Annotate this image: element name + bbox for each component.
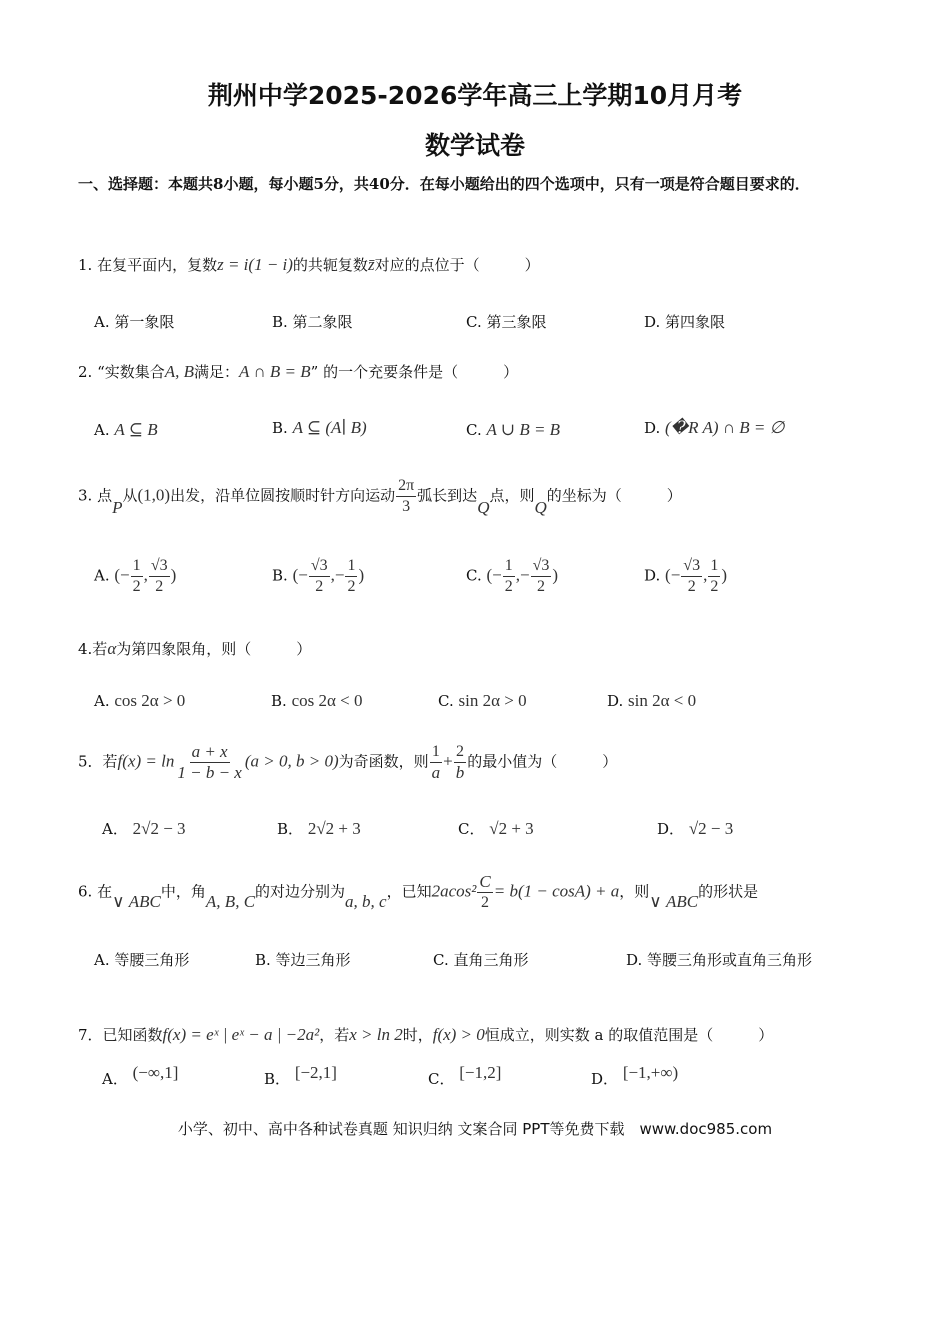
q3-text-from: 从	[122, 486, 138, 505]
q4-expr-b: cos 2α < 0	[291, 691, 363, 710]
q6-eq-left: 2acos²	[431, 881, 477, 901]
q3-option-c	[466, 556, 558, 597]
q2-label-b: B.	[272, 419, 288, 437]
q7-expr-c: [−1,2]	[459, 1063, 502, 1082]
q3-b-d2: 2	[347, 578, 356, 595]
q3-c-d2: 2	[536, 578, 545, 595]
q2-label-a: A.	[94, 421, 110, 439]
q6-eq-right: = b(1 − cosA) + a	[493, 881, 620, 901]
q7-option-c	[428, 1063, 502, 1089]
q4-expr-d: sin 2α < 0	[628, 691, 697, 710]
q6-text-mid1: 中，角	[160, 882, 206, 901]
q3-arc-den: 3	[402, 498, 411, 515]
q5-frac1	[430, 742, 443, 783]
q3-a-frac1	[131, 556, 143, 597]
q3-d-n2: 1	[708, 556, 720, 577]
q5-text-post: 的最小值为（ ）	[467, 752, 618, 771]
q5-expr-d: √2 − 3	[688, 819, 734, 838]
q3-c-d1: 2	[504, 578, 513, 595]
q4-label-b: B.	[271, 692, 287, 710]
q7-expr-b: [−2,1]	[294, 1063, 337, 1082]
section-heading: 一、选择题：本题共8小题，每小题5分，共40分．在每小题给出的四个选项中，只有一项是符合题目要求的．	[78, 175, 810, 193]
q3-text-post: 的坐标为（ ）	[546, 486, 682, 505]
question-7	[78, 1024, 773, 1045]
q5-expr-c: √2 + 3	[489, 819, 534, 838]
q3-start-point: (1,0)	[137, 485, 171, 505]
q5-condition: (a > 0, b > 0)	[244, 751, 339, 771]
q3-label-d: D.	[644, 566, 661, 585]
q6-text-post: 的形状是	[698, 882, 759, 901]
q2-expr-c: A ∪ B = B	[486, 420, 561, 439]
q6-angles: A, B, C	[205, 891, 256, 911]
q3-c-frac2	[531, 556, 552, 597]
q3-d-d1: 2	[687, 578, 696, 595]
q3-text-mid2: 弧长到达	[417, 486, 478, 505]
q4-label-a: A.	[94, 692, 110, 710]
q3-b-close: )	[358, 565, 365, 585]
q7-text-pre: 7．已知函数	[78, 1026, 163, 1044]
q3-point-p: P	[112, 497, 123, 517]
q3-d-open: (−	[665, 565, 681, 585]
q3-a-d1: 2	[132, 578, 141, 595]
q5-plus: +	[443, 751, 453, 771]
q3-a-open: (−	[114, 565, 130, 585]
q3-label-c: C.	[466, 566, 482, 585]
q3-arc-fraction	[396, 476, 416, 517]
q3-c-n1: 1	[503, 556, 515, 577]
q7-expr-d: [−1,+∞)	[622, 1063, 679, 1082]
q3-text-mid3: 点，则	[489, 486, 535, 505]
q5-function: f(x) = ln	[117, 751, 175, 771]
q3-c-open: (−	[486, 565, 502, 585]
q3-arc-num: 2π	[396, 476, 416, 497]
q3-c-frac1	[503, 556, 515, 597]
q3-a-sep: ,	[143, 565, 148, 585]
q5-expr-a: 2√2 − 3	[132, 819, 186, 838]
q6-text-mid2: 的对边分别为	[255, 882, 346, 901]
q6-c-num: C	[479, 872, 491, 891]
q5-option-a	[102, 818, 186, 839]
q2-option-d	[644, 418, 784, 438]
q5-frac2	[454, 742, 467, 783]
q7-label-c: C．	[428, 1070, 455, 1088]
q3-point-q2: Q	[534, 497, 547, 517]
q3-c-n2: √3	[531, 556, 552, 577]
q2-text-post: ” 的一个充要条件是（ ）	[310, 363, 519, 381]
q4-option-a	[94, 691, 185, 711]
q3-b-sep: ,−	[330, 565, 345, 585]
q2-condition: A ∩ B = B	[239, 362, 311, 381]
q6-triangle: ∨ ABC	[112, 891, 161, 911]
question-4	[78, 638, 311, 659]
q7-text-mid: ，若	[319, 1026, 350, 1044]
q6-option-d: D. 等腰三角形或直角三角形	[626, 951, 813, 969]
q3-d-frac1	[681, 556, 702, 597]
q5-label-c: C．	[458, 820, 485, 838]
question-5	[78, 742, 617, 783]
q7-label-a: A．	[102, 1070, 128, 1088]
q2-text-pre: 2. “实数集合	[78, 363, 165, 381]
exam-title: 荆州中学2025-2026学年高三上学期10月月考	[207, 81, 743, 110]
q6-sides: a, b, c	[345, 891, 387, 911]
q5-label-a: A．	[102, 820, 128, 838]
q7-label-b: B．	[264, 1070, 291, 1088]
q1-text-post: 对应的点位于（ ）	[374, 256, 540, 274]
q5-label-b: B．	[277, 820, 304, 838]
q5-f2-num: 2	[454, 742, 466, 763]
q3-d-frac2	[708, 556, 720, 597]
q5-expr-b: 2√2 + 3	[307, 819, 361, 838]
q3-option-d	[644, 556, 727, 597]
q3-d-n1: √3	[681, 556, 702, 577]
q5-f1-den: a	[431, 763, 441, 782]
q5-den: 1 − b − x	[177, 763, 242, 782]
q3-text-mid: 出发，沿单位圆按顺时针方向运动	[170, 486, 396, 505]
q3-a-close: )	[170, 565, 177, 585]
q5-text-mid: 为奇函数，则	[338, 752, 429, 771]
q5-label-d: D．	[657, 820, 685, 838]
q7-option-d	[591, 1063, 679, 1089]
q4-alpha: α	[107, 639, 117, 658]
q2-label-c: C.	[466, 421, 482, 439]
q7-label-d: D．	[591, 1070, 619, 1088]
q5-option-d	[657, 818, 733, 839]
q4-text-post: 为第四象限角，则（ ）	[116, 640, 312, 658]
q3-b-n2: 1	[345, 556, 357, 577]
q5-log-fraction	[175, 742, 244, 783]
q1-option-d: D. 第四象限	[644, 313, 726, 331]
q4-label-d: D.	[607, 692, 624, 710]
q1-option-c: C. 第三象限	[466, 313, 547, 331]
q3-b-frac1	[309, 556, 330, 597]
footer-text: 小学、初中、高中各种试卷真题 知识归纳 文案合同 PPT等免费下载 www.doc985.com	[177, 1120, 773, 1138]
q5-f1-num: 1	[430, 742, 442, 763]
q2-option-b	[272, 418, 367, 438]
q3-a-n2: √3	[149, 556, 170, 577]
q2-expr-d: (�R A) ∩ B = ∅	[665, 418, 785, 437]
q4-expr-a: cos 2α > 0	[114, 691, 186, 710]
q3-label-b: B.	[272, 566, 288, 585]
q4-expr-c: sin 2α > 0	[458, 691, 527, 710]
q3-d-d2: 2	[710, 578, 719, 595]
q4-label-c: C.	[438, 692, 454, 710]
question-6	[78, 872, 758, 913]
q3-b-d1: 2	[315, 578, 324, 595]
q4-text-pre: 4.若	[78, 640, 108, 658]
q1-option-b: B. 第二象限	[272, 313, 353, 331]
q6-half-angle	[477, 872, 492, 913]
q4-option-c	[438, 691, 527, 711]
q3-option-b	[272, 556, 364, 597]
q1-expression: z = i(1 − i)	[217, 255, 293, 274]
q3-point-q: Q	[477, 497, 490, 517]
q5-text-pre: 5．若	[78, 752, 118, 771]
question-1	[78, 254, 540, 275]
q3-c-close: )	[552, 565, 559, 585]
q4-option-d	[607, 691, 696, 711]
q3-d-close: )	[721, 565, 727, 585]
q1-text-mid: 的共轭复数	[292, 256, 368, 274]
q5-f2-den: b	[455, 763, 465, 782]
q2-option-c	[466, 420, 560, 440]
q1-option-a: A. 第一象限	[94, 313, 175, 331]
question-3	[78, 476, 682, 517]
q7-expr-a: (−∞,1]	[132, 1063, 179, 1082]
q6-text-mid4: ，则	[619, 882, 650, 901]
q6-text-pre: 6. 在	[78, 882, 113, 901]
q1-text-pre: 1. 在复平面内，复数	[78, 256, 218, 274]
q7-text-mid2: 时，	[402, 1026, 433, 1044]
q3-a-d2: 2	[155, 578, 164, 595]
q6-text-mid3: ，已知	[386, 882, 432, 901]
q2-expr-b: A ⊆ (A∣ B)	[292, 418, 367, 437]
q5-option-b	[277, 818, 361, 839]
q6-option-a: A. 等腰三角形	[94, 951, 190, 969]
q6-triangle2: ∨ ABC	[649, 891, 699, 911]
q2-sets: A, B	[164, 362, 195, 381]
q2-text-mid: 满足：	[194, 363, 240, 381]
q5-num: a + x	[191, 742, 228, 761]
q3-b-open: (−	[292, 565, 308, 585]
q3-text-pre: 3. 点	[78, 486, 113, 505]
q7-condition: x > ln 2	[349, 1025, 403, 1044]
q3-label-a: A.	[94, 566, 110, 585]
q7-option-a	[102, 1063, 179, 1089]
q3-b-frac2	[345, 556, 357, 597]
q7-text-post: 恒成立，则实数 a 的取值范围是（ ）	[484, 1026, 774, 1044]
q4-option-b	[271, 691, 362, 711]
q7-option-b	[264, 1063, 337, 1089]
q6-option-b: B. 等边三角形	[255, 951, 351, 969]
question-2	[78, 361, 518, 382]
q5-option-c	[458, 818, 534, 839]
q2-option-a	[94, 420, 158, 440]
q6-c-den: 2	[481, 894, 490, 911]
q7-function: f(x) = eˣ | eˣ − a | −2a²	[162, 1025, 320, 1044]
q2-expr-a: A ⊆ B	[114, 420, 158, 439]
q7-condition2: f(x) > 0	[432, 1025, 485, 1044]
q3-option-a	[94, 556, 176, 597]
q6-option-c: C. 直角三角形	[433, 951, 529, 969]
q3-d-sep: ,	[703, 565, 708, 585]
q3-c-sep: ,−	[515, 565, 530, 585]
q2-label-d: D.	[644, 419, 661, 437]
exam-subtitle: 数学试卷	[424, 131, 525, 160]
q3-b-n1: √3	[309, 556, 330, 577]
q3-a-n1: 1	[131, 556, 143, 577]
q3-a-frac2	[149, 556, 170, 597]
q1-conjugate: z̄	[367, 255, 375, 274]
